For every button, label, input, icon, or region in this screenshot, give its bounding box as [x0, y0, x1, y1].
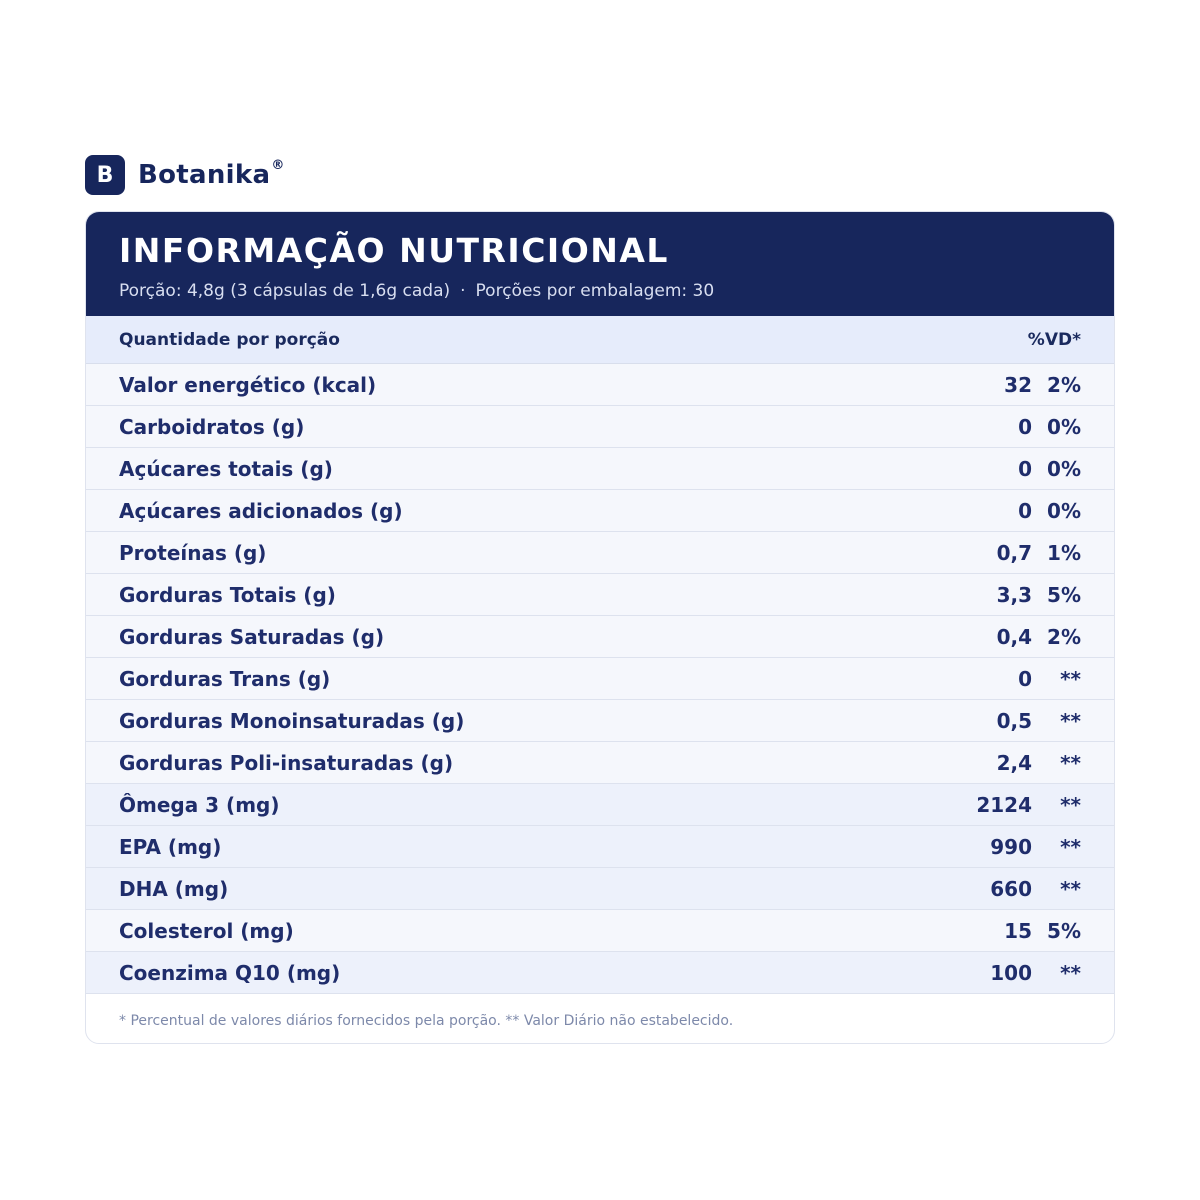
nutrient-dv: 0% — [1047, 498, 1081, 523]
nutrient-dv: ** — [1060, 960, 1081, 985]
nutrient-value: 990 — [990, 834, 1032, 859]
page-title: INFORMAÇÃO NUTRICIONAL — [119, 231, 669, 270]
nutrient-value: 0 — [1018, 498, 1032, 523]
nutrient-dv: 1% — [1047, 540, 1081, 565]
nutrient-value: 0,4 — [996, 624, 1032, 649]
separator: · — [460, 281, 466, 301]
brand-name: Botanika — [138, 160, 271, 190]
nutrient-value: 0 — [1018, 456, 1032, 481]
dv-column-label: %VD* — [1027, 329, 1081, 350]
nutrient-name: Coenzima Q10 (mg) — [119, 960, 341, 985]
nutrient-name: EPA (mg) — [119, 834, 222, 859]
nutrient-value: 100 — [990, 960, 1032, 985]
table-row — [86, 952, 1114, 994]
nutrient-value: 0 — [1018, 414, 1032, 439]
nutrient-name: Gorduras Trans (g) — [119, 666, 331, 691]
registered-mark: ® — [271, 157, 285, 173]
table-row — [86, 784, 1114, 826]
nutrient-value: 0,7 — [996, 540, 1032, 565]
nutrient-name: Valor energético (kcal) — [119, 372, 377, 397]
nutrient-dv: 2% — [1047, 372, 1081, 397]
nutrient-dv: ** — [1060, 876, 1081, 901]
nutrient-name: Gorduras Poli-insaturadas (g) — [119, 750, 454, 775]
nutrient-name: Carboidratos (g) — [119, 414, 305, 439]
nutrient-dv: 5% — [1047, 918, 1081, 943]
nutrient-name: Colesterol (mg) — [119, 918, 294, 943]
brand — [85, 155, 284, 195]
table-row — [86, 658, 1114, 700]
table-row — [86, 574, 1114, 616]
table-row — [86, 364, 1114, 406]
table-row — [86, 448, 1114, 490]
table-row — [86, 868, 1114, 910]
footnote: * Percentual de valores diários fornecidos pela porção. ** Valor Diário não estabelecido. — [119, 1013, 734, 1029]
table-row — [86, 616, 1114, 658]
table-row — [86, 742, 1114, 784]
nutrient-dv: ** — [1060, 708, 1081, 733]
table-row — [86, 826, 1114, 868]
column-header — [86, 316, 1114, 364]
nutrient-name: Gorduras Totais (g) — [119, 582, 336, 607]
nutrient-value: 0 — [1018, 666, 1032, 691]
nutrient-dv: ** — [1060, 792, 1081, 817]
table-row — [86, 532, 1114, 574]
nutrition-header — [86, 212, 1114, 316]
nutrient-value: 0,5 — [996, 708, 1032, 733]
nutrient-value: 3,3 — [996, 582, 1032, 607]
nutrient-dv: 5% — [1047, 582, 1081, 607]
nutrient-dv: ** — [1060, 834, 1081, 859]
nutrient-dv: 2% — [1047, 624, 1081, 649]
nutrient-value: 15 — [1004, 918, 1032, 943]
nutrient-name: Ômega 3 (mg) — [119, 792, 280, 817]
servings-per-pack: Porções por embalagem: 30 — [475, 281, 715, 301]
table-row — [86, 406, 1114, 448]
nutrient-name: Açúcares adicionados (g) — [119, 498, 403, 523]
nutrient-value: 2124 — [976, 792, 1032, 817]
table-row — [86, 490, 1114, 532]
nutrient-name: Açúcares totais (g) — [119, 456, 333, 481]
quantity-column-label: Quantidade por porção — [119, 329, 340, 350]
nutrient-name: DHA (mg) — [119, 876, 229, 901]
nutrient-name: Gorduras Monoinsaturadas (g) — [119, 708, 465, 733]
brand-logo-icon: B — [85, 155, 125, 195]
serving-info — [119, 281, 1081, 301]
nutrient-dv: 0% — [1047, 414, 1081, 439]
table-row — [86, 700, 1114, 742]
nutrient-dv: 0% — [1047, 456, 1081, 481]
table-row — [86, 910, 1114, 952]
nutrient-name: Gorduras Saturadas (g) — [119, 624, 385, 649]
nutrient-dv: ** — [1060, 666, 1081, 691]
nutrient-value: 2,4 — [996, 750, 1032, 775]
serving-size: Porção: 4,8g (3 cápsulas de 1,6g cada) — [119, 281, 451, 301]
nutrient-value: 32 — [1004, 372, 1032, 397]
nutrient-dv: ** — [1060, 750, 1081, 775]
nutrient-name: Proteínas (g) — [119, 540, 267, 565]
nutrient-value: 660 — [990, 876, 1032, 901]
nutrition-facts-panel — [85, 211, 1115, 1044]
